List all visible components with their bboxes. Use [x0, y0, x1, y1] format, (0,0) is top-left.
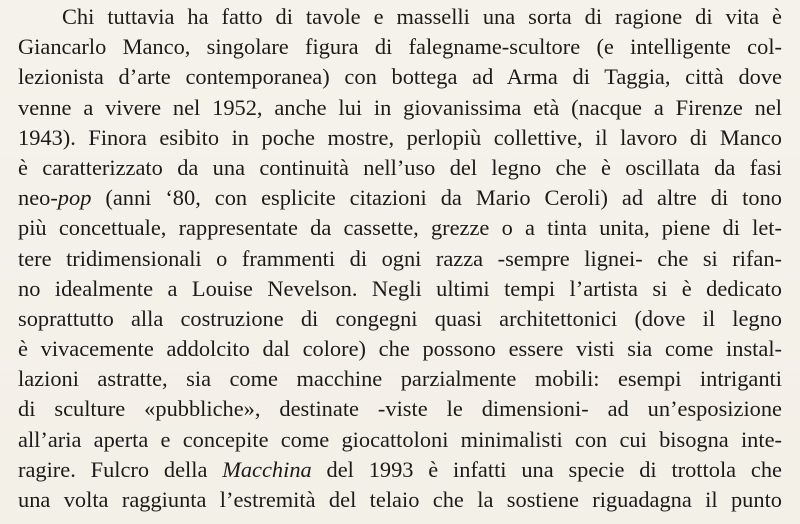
text-line: no idealmente a Louise Nevelson. Negli ultimi tempi l’artista si è dedicato: [18, 275, 782, 301]
body-paragraph: [18, 2, 782, 515]
italic-title-macchina: Macchina: [222, 456, 312, 482]
text-line: ragire. Fulcro della Macchina del 1993 è infatti una specie di trottola che: [18, 456, 782, 482]
text-line: Chi tuttavia ha fatto di tavole e masselli una sorta di ragione di vita è: [62, 4, 782, 29]
text-line: venne a vivere nel 1952, anche lui in giovanissima età (nacque a Firenze nel: [18, 94, 782, 120]
text-line: lazioni astratte, sia come macchine parzialmente mobili: esempi intriganti: [18, 366, 782, 392]
text-line: lezionista d’arte contemporanea) con bottega ad Arma di Taggia, città dove: [18, 64, 782, 90]
text-line: una volta raggiunta l’estremità del telaio che la sostiene riguadagna il punto: [18, 487, 782, 512]
text-line: è vivacemente addolcito dal colore) che possono essere visti sia come instal-: [18, 336, 782, 362]
text-line: soprattutto alla costruzione di congegni quasi architettonici (dove il legno: [18, 305, 782, 331]
text-line: è caratterizzato da una continuità nell’uso del legno che è oscillata da fasi: [18, 154, 782, 180]
text-line: Giancarlo Manco, singolare figura di falegname-scultore (e intelligente col-: [18, 34, 782, 60]
italic-term-pop: pop: [57, 185, 92, 211]
text-line: neo-pop (anni ‘80, con esplicite citazioni da Mario Ceroli) ad altre di tono: [18, 185, 782, 211]
text-line: di sculture «pubbliche», destinate -viste le dimensioni- ad un’esposizione: [18, 396, 782, 422]
text-line: all’aria aperta e concepite come giocattoloni minimalisti con cui bisogna inte-: [18, 426, 782, 452]
text-line: 1943). Finora esibito in poche mostre, perlopiù collettive, il lavoro di Manco: [18, 124, 782, 150]
text-line: tere tridimensionali o frammenti di ogni razza -sempre lignei- che si rifan-: [18, 245, 782, 271]
text-line: più concettuale, rappresentate da cassette, grezze o a tinta unita, piene di let-: [18, 215, 782, 241]
